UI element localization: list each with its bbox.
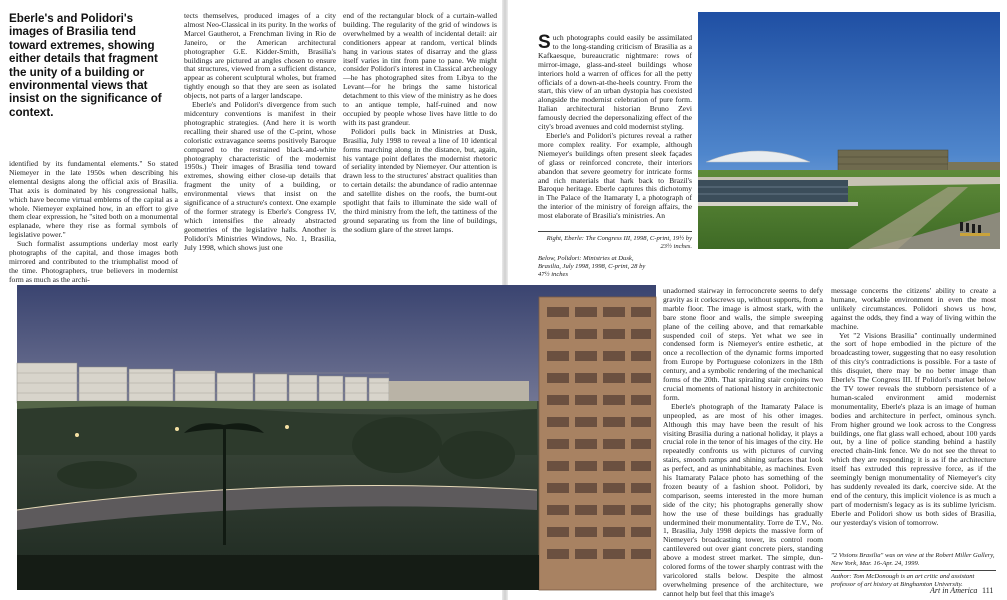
paragraph: uch photographs could easily be assimilated to the long-standing criticism of Brasilia as a Kafkaesque, bureaucratic nightmare: rows of mirror-image, glass-and-steel buildings whose interiors hold a warren of offices for all the petty officials of a down-at-the-heels country. From the start, this view of an urban dystopia has coexisted alongside the modernist celebration of pure form. Italian architectural historian Bruno Zevi famously decried the depersonalizing effect of the city's broad avenues and cold modernist styling. [538,33,692,132]
paragraph: tects themselves, produced images of a city almost Neo-Classical in its purity. In the works of Marcel Gautherot, a Frenchman living in Rio de Janeiro, or the American architectural photographer G.E. Kidder-Smith, Brasilia's buildings are pictured at angles chosen to ensure that structures, viewed from a sufficient distance, appear as coherent sculptural wholes, but framed tightly enough so that they are seen as isolated objects, not parts of a larger landscape. [184,11,336,101]
drop-cap: S [538,32,551,53]
paragraph: Yet "2 Visions Brasilia" continually undermined the sort of hope embodied in the picture of the broadcasting tower, suggesting that no easy resolution of this city's contradictions is possible. For a taste of this disquiet, there may be no better image than Eberle's The Congress III. If Polidori's market below the TV tower reveals the stubborn persistence of a human-scaled environment amid modernist monumentality, Eberle's plaza is an image of human bodies and architecture in perfect, ominous synch. From higher ground we look across to the Congress buildings, one flat glass wall echoed, about 100 yards out, by a line of police standing behind a hastily erected chain-link fence. We do not see the threat to which they are responding; it is as if the architecture itself has extruded this repressive force, as if the seemingly benign monumentality of Niemeyer's city has suddenly revealed its dark, coercive side. At the end of the century, this implicit violence is as much a part of modernism's legacy as is its sublime lyricism. Eberle and Polidori show us both sides of Brasilia, our yesterday's vision of tomorrow. [831,330,996,527]
paragraph: message concerns the citizens' ability to create a humane, workable environment in even the most unlikely circumstances. Polidori shows us how, against the odds, they find a way of living within the machine. [831,286,996,331]
congress-photo-image [698,12,1000,249]
congress-photo [698,12,1000,249]
ministries-photo [17,285,656,590]
text-column-3 [343,12,497,284]
paragraph: Eberle's and Polidori's divergence from such midcentury conventions is manifest in their photographic strategies. (And here it is worth recalling their shared use of the C-print, whose coloristic extravagance seems positively Baroque compared to the restrained black-and-white photography characteristic of the modernist 1950s.) Their images of Brasilia tend toward extremes, showing either close-up details that fragment the unity of a building, or environmental views that insist on the significance of a structure's context. One example of the former strategy is Eberle's Congress IV, which intensifies the already abstracted geometries of the legislative halls. Another is Polidori's Ministries Windows, No. 1, Brasilia, July 1998, which shows just one [184,100,336,252]
paragraph: identified by its fundamental elements." So stated Niemeyer in the late 1950s when describing his elemental designs along the official axis of Brasilia. That axis is dominated by his congressional halls, which have become virtual emblems of the capital as a whole. Niemeyer explained how, in an effort to give them clear expression, he "sited both on a monumental esplanade, where they rise as formal symbols of legislative power." [9,159,178,240]
author-note: Author: Tom McDonough is an art critic and assistant professor of art history at Binghamton University. [831,573,975,588]
caption-right-photo: Right, Eberle: The Congress III, 1998, C-print, 19½ by 23½ inches. [546,235,692,250]
pull-quote: Eberle's and Polidori's images of Brasilia tend toward extremes, showing either details that fragment the unity of a building or environmental views that insist on the significance of context. [9,12,162,119]
text-column-2 [184,12,336,284]
paragraph: Such formalist assumptions underlay most early photographs of the capital, and those images both mirrored and contributed to the triumphalist mood of the time. Photographers, true believers in modernist form as much as the archi- [9,239,178,284]
ministries-photo-image [17,285,656,590]
paragraph: unadorned stairway in ferroconcrete seems to defy gravity as it corkscrews up, without supports, from a marble floor. The image is almost stark, with the bare stone floor and walls, the simple sweeping plane of the ceiling above, and that remarkable suspended coil of steps. Yet what we see in condensed form is Niemeyer's entire esthetic, at once a recollection of the dynamic forms imported from Europe by Portuguese colonizers in the 18th century, and a symbolic rendering of the mechanical forms of the 20th. That spiraling stair conjoins two crucial moments of national history in architectonic form. [663,286,823,402]
paragraph: Polidori pulls back in Ministries at Dusk, Brasilia, July 1998 to reveal a line of 10 identical forms marching along in the distance, but, again, his vantage point deflates the modernist rhetoric of seriality intended by Niemeyer. Our attention is drawn less to the structures' abstract qualities than to certain details: the abundance of radio antennae and satellite dishes on the roofs, the burnt-out spotlight that fails to illuminate the side wall of the third ministry from the left, the tattiness of the ground separating us from the line of buildings, the sodium glare of the street lamps. [343,126,497,234]
paragraph: Eberle's photograph of the Itamaraty Palace is unpeopled, as are most of his other images. Although this may have been the result of his visiting Brasilia during a national holiday, it plays a crucial role in the tenor of his images of the city. He repeatedly confronts us with pictures of curving stairs, smooth ramps and shining surfaces that look as perfect, and as uninhabitable, as machines. Even his Itamaraty Palace photo has something of the frozen beauty of a fashion shoot. Polidori, by comparison, seems interested in the more human side of the city; his photographs generally show how the use of these buildings has gradually undermined their monumentality. Torre de T.V., No. 1, Brasilia, July 1998 depicts the massive form of Niemeyer's broadcasting tower, its control room cantilevered out over giant concrete piers, standing above a modest street market. The simple, dun-colored forms of the tower sharply contrast with the varicolored stalls below. Despite the almost overwhelming presence of the architecture, we cannot help but feel that this image's [663,401,823,598]
caption-below-photo: Below, Polidori: Ministries at Dusk, Brasilia, July 1998, 1998, C-print, 28 by 47½ inches [538,255,646,278]
footer-page-number: 111 [982,586,994,595]
exhibition-note: "2 Visions Brasilia" was on view at the Robert Miller Gallery, New York, Mar. 16-Apr. 24, 1999. [831,552,995,567]
caption-rule [538,231,692,232]
footer-magazine: Art in America [930,586,978,595]
text-column-5 [663,286,823,598]
author-rule [831,570,996,571]
text-column-4 [538,34,692,224]
paragraph: end of the rectangular block of a curtain-walled building. The regularity of the grid of windows is overwhelmed by a wealth of incidental detail: air conditioners appear at random, vertical blinds hang in various states of disarray and the glass itself varies in tint from pane to pane. We might consider Polidori's interest in Classical archeology—he has photographed sites from Libya to the Levant—for he brings the same historical detachment to this view of the ministry as he does to an antique temple, half-ruined and now occupied by people whose lives have little to do with its past grandeur. [343,11,497,127]
text-column-1 [9,160,178,284]
text-column-6 [831,287,996,550]
paragraph: Eberle's and Polidori's pictures reveal a rather more complex reality. For example, although Niemeyer's buildings often present sleek façades of glass or reinforced concrete, their interiors abandon that severe geometry for intricate forms and rich materials that hark back to Brazil's Baroque heritage. Eberle captures this dichotomy in The Palace of the Itamaraty I, a photograph of the interior of the ministry of foreign affairs, the most elaborate of Brasilia's ministries. An [538,130,692,221]
